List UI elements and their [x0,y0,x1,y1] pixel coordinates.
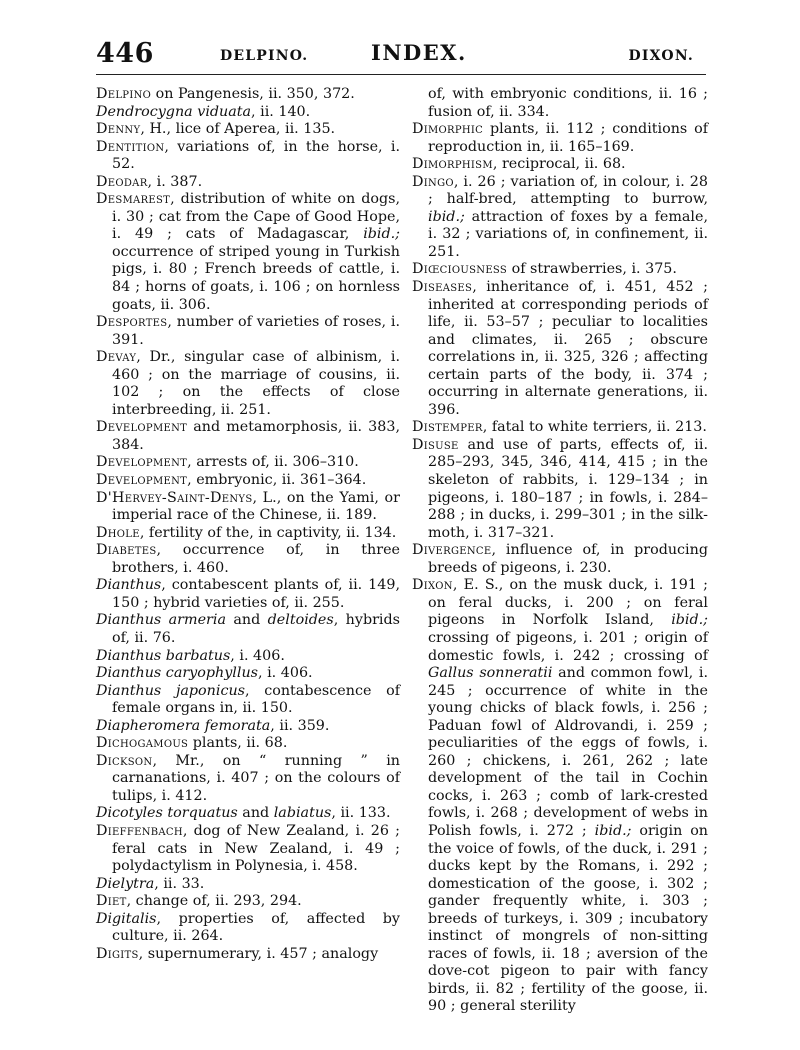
entry-text: plants, ii. 112 ; conditions of reproduction in, ii. 165–169. [428,121,708,155]
entry-text: , contabescent plants of, ii. 149, 150 ; hybrid varieties of, ii. 255. [112,577,400,611]
entry-text: , Dr., singular case of albinism, i. 460 ; on the marriage of cousins, ii. 102 ; on the effects of close interbreeding, ii. 251. [112,349,400,418]
entry-heading: Denny [96,121,141,138]
entry-text: , Mr., on “ running ” in carnanations, i. 407 ; on the colours of tulips, i. 412. [112,752,400,804]
entry-text: and [225,612,268,629]
index-entry [96,490,400,525]
entry-heading: Divergence [412,542,492,559]
entry-text: , L., on the Yami, or imperial race of the Chinese, ii. 189. [112,489,400,524]
entry-heading: Devay [96,349,137,366]
entry-heading: D'Hervey-Saint-Denys [96,489,253,506]
entry-text: on Pangenesis, ii. 350, 372. [151,86,355,102]
entry-text: , inheritance of, i. 451, 452 ; inherited at corresponding periods of life, ii. 53–57 ; peculiar to localities and climates, ii. 265 ; obscure correlations in, ii. 325, 326 ; affecting certain parts of the body, ii. 374 ; occurring in alternate generations, ii. 396. [428,279,708,418]
index-column-left [96,86,400,963]
entry-text: , distribution of white on dogs, i. 30 ; cat from the Cape of Good Hope, i. 49 ; cats of Madagascar, [112,191,400,243]
entry-text: , ii. 33. [154,875,205,892]
entry-text: , E. S., on the musk duck, i. 191 ; on feral ducks, i. 200 ; on feral pigeons in Norfolk Island, [428,577,708,629]
entry-heading: Dichogamous [96,735,189,752]
index-entry [412,156,708,174]
index-entry [96,683,400,718]
entry-text: , change of, ii. 293, 294. [126,893,302,910]
entry-text: , i. 406. [230,647,285,664]
index-entry [96,174,400,192]
entry-text: origin on the voice of fowls, of the duck, i. 291 ; ducks kept by the Romans, i. 292 ; domestication of the goose, i. 302 ; gander frequently white, i. 303 ; breeds of turkeys, i. 309 ; incubatory instinct of mongrels of non-sitting races of fowls, ii. 18 ; aversion of the dove-cot pigeon to pair with fancy birds, ii. 82 ; fertility of the goose, ii. 90 ; general sterility [428,822,709,1015]
index-entry [96,911,400,946]
index-entry [96,121,400,139]
index-entry [96,665,400,683]
index-entry [96,542,400,577]
entry-text: occurrence of striped young in Turkish pigs, i. 80 ; French breeds of cattle, i. 84 ; horns of goats, i. 106 ; on hornless goats, ii. 306. [112,243,400,313]
index-entry [96,419,400,454]
entry-text: , H., lice of Aperea, ii. 135. [140,121,336,138]
index-entry [412,86,708,121]
entry-text: , i. 406. [258,665,313,682]
index-entry [412,577,708,1016]
entry-heading: Dixon [412,577,453,594]
entry-heading: Dieffenbach [96,822,183,839]
entry-heading: Dielytra [96,875,155,892]
index-entry [96,805,400,823]
index-entry [96,454,400,472]
index-entry [96,612,400,647]
index-entry [96,472,400,490]
entry-heading: Distemper [412,419,483,436]
index-entry [96,139,400,174]
entry-text: , contabescence of female organs in, ii. 150. [112,682,400,717]
entry-heading: Diseases [412,279,473,296]
index-entry [96,876,400,894]
entry-heading: Dianthus armeria [96,612,226,629]
index-entry [96,946,400,964]
entry-text: , ii. 359. [270,717,330,734]
entry-text: , properties of, affected by culture, ii. 264. [112,910,400,945]
index-entry [96,314,400,349]
entry-heading: Development [96,419,188,436]
entry-heading: Dianthus japonicus [96,682,245,699]
index-entry [412,419,708,437]
entry-heading: Dhole [96,524,140,541]
header-rule [96,74,706,75]
entry-text: , influence of, in producing breeds of pigeons, i. 230. [428,542,708,576]
entry-text: and [237,805,274,822]
entry-text: , i. 387. [147,173,203,190]
entry-heading: Dentition [96,138,165,155]
entry-heading: Deodar [96,173,148,190]
entry-text: , ii. 133. [331,805,391,822]
entry-text: and common fowl, i. 245 ; occurrence of white in the young chicks of black fowls, i. 256 ; Paduan fowl of Aldrovandi, i. 259 ; peculiarities of the eggs of fowls, i. 260 ; chickens, i. 261, 262 ; late development of the tail in Cochin cocks, i. 263 ; comb of lark-crested fowls, i. 268 ; development of webs in Polish fowls, i. 272 ; [428,665,708,839]
entry-text: , arrests of, ii. 306–310. [187,454,359,471]
index-entry [412,542,708,577]
entry-text: , variations of, in the horse, i. 52. [112,138,400,173]
entry-text: , occurrence of, in three brothers, i. 460. [112,542,400,576]
index-entry [96,349,400,419]
page-header [96,38,706,74]
index-entry [96,735,400,753]
entry-heading: Dimorphism [412,156,493,173]
running-head-left: DELPINO. [220,48,309,64]
entry-italic: deltoides [267,612,334,629]
entry-heading: Dicotyles torquatus [96,805,238,822]
entry-italic: ibid.; [363,226,400,243]
entry-heading: Dianthus [96,577,162,594]
entry-italic: ibid.; [594,822,632,839]
entry-text: of, with embryonic conditions, ii. 16 ; fusion of, ii. 334. [428,86,708,120]
index-column-right [412,86,708,1016]
index-entry [412,437,708,542]
entry-heading: Dianthus barbatus [96,647,231,664]
entry-heading: Dickson [96,752,153,769]
entry-text: and metamorphosis, ii. 383, 384. [112,419,400,453]
entry-text: , dog of New Zealand, i. 26 ; feral cats in New Zealand, i. 49 ; polydactylism in Polynesia, i. 458. [112,822,400,875]
page-number: 446 [96,38,154,69]
entry-heading: Diet [96,893,127,910]
entry-heading: Dendrocygna viduata [96,103,252,120]
entry-heading: Development [96,454,188,471]
index-entry [96,893,400,911]
index-entry [412,261,708,279]
entry-heading: Diœciousness [412,261,508,278]
entry-heading: Dingo [412,173,454,190]
entry-heading: Delpino [96,86,152,102]
entry-text: , supernumerary, i. 457 ; analogy [138,945,379,962]
entry-text: , reciprocal, ii. 68. [492,156,626,173]
index-entry [96,104,400,122]
index-entry [96,823,400,876]
entry-heading: Dianthus caryophyllus [96,665,258,682]
index-entry [96,648,400,666]
index-entry [96,525,400,543]
entry-text: , ii. 140. [251,103,311,120]
entry-text: , number of varieties of roses, i. 391. [112,314,400,348]
entry-text: plants, ii. 68. [188,735,288,752]
entry-heading: Desmarest [96,191,171,208]
entry-italic: labiatus [273,805,332,822]
running-head-right: DIXON. [628,48,694,64]
entry-text: , hybrids of, ii. 76. [112,612,400,646]
index-entry [96,577,400,612]
entry-text: , fertility of the, in captivity, ii. 134. [139,524,397,541]
index-entry [412,279,708,419]
entry-heading: Disuse [412,436,459,453]
entry-heading: Diapheromera femorata [96,717,271,734]
entry-heading: Development [96,472,188,489]
entry-text: attraction of foxes by a female, i. 32 ; variations of, in confinement, ii. 251. [428,208,708,260]
index-entry [96,191,400,314]
index-entry [96,86,400,104]
entry-text: crossing of pigeons, i. 201 ; origin of domestic fowls, i. 242 ; crossing of [428,629,708,664]
entry-text: of strawberries, i. 375. [507,261,677,278]
entry-text: , embryonic, ii. 361–364. [187,472,367,489]
index-entry [412,174,708,262]
index-entry [412,121,708,156]
entry-text: , fatal to white terriers, ii. 213. [482,419,707,436]
entry-italic: Gallus sonneratii [428,665,553,682]
entry-heading: Desportes [96,314,168,331]
entry-text: , i. 26 ; variation of, in colour, i. 28 ; half-bred, attempting to burrow, [428,173,708,208]
entry-heading: Digitalis [96,910,157,927]
entry-heading: Dimorphic [412,121,484,138]
index-entry [96,718,400,736]
entry-heading: Digits [96,945,139,962]
entry-text: and use of parts, effects of, ii. 285–293, 345, 346, 414, 415 ; in the skeleton of rabbits, i. 129–134 ; in pigeons, i. 180–187 ; in fowls, i. 284–288 ; in ducks, i. 299–301 ; in the silk-moth, i. 317–321. [428,436,708,541]
entry-italic: ibid.; [428,208,465,225]
entry-italic: ibid.; [671,612,708,629]
index-entry [96,753,400,806]
page-title: INDEX. [371,40,467,65]
entry-heading: Diabetes [96,542,157,559]
